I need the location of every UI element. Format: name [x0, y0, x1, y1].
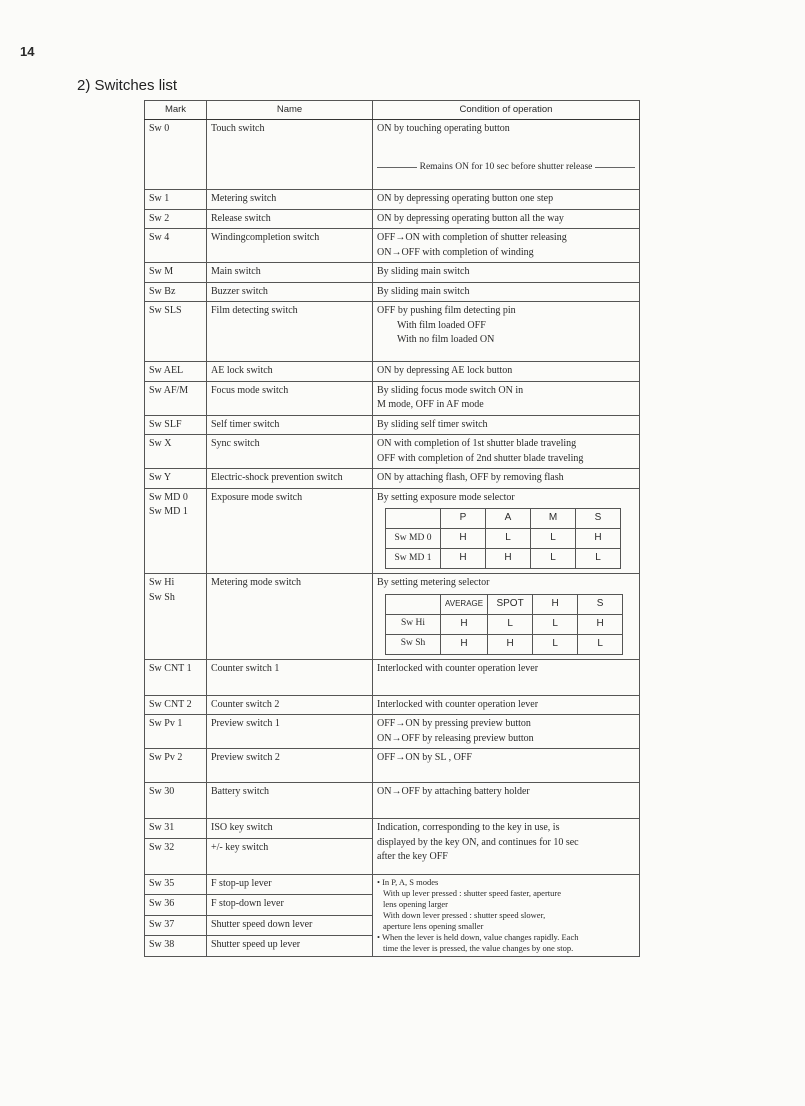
matrix-row-label: Sw Hi [386, 614, 441, 634]
row-condition: OFF→ON by SL , OFF [373, 749, 640, 783]
matrix-cell: L [531, 549, 576, 569]
row-mark: Sw 4 [145, 229, 207, 263]
table-row [145, 362, 640, 382]
row-condition [373, 574, 640, 660]
condition-line: M mode, OFF in AF mode [377, 399, 484, 410]
row-condition: By sliding main switch [373, 263, 640, 283]
row-condition: ON→OFF by attaching battery holder [373, 783, 640, 819]
row-mark: Sw AEL [145, 362, 207, 382]
condition-line: • When the lever is held down, value changes rapidly. Each [377, 931, 579, 942]
row-condition [373, 874, 640, 956]
row-name: Sync switch [207, 435, 373, 469]
section-title: 2) Switches list [77, 77, 178, 94]
row-condition: ON by depressing operating button all the way [373, 209, 640, 229]
row-name: Touch switch [207, 120, 373, 190]
matrix-cell: L [531, 529, 576, 549]
matrix-col-header: AVERAGE [441, 594, 488, 614]
matrix-row-label: Sw MD 0 [386, 529, 441, 549]
row-condition: Interlocked with counter operation lever [373, 659, 640, 695]
metering-mode-matrix [385, 594, 623, 655]
row-mark: Sw 1 [145, 190, 207, 210]
row-condition: ON by attaching flash, OFF by removing flash [373, 469, 640, 489]
table-row [145, 209, 640, 229]
condition-line: displayed by the key ON, and continues for 10 sec [377, 836, 579, 848]
row-name: +/- key switch [207, 838, 373, 874]
row-mark: Sw 2 [145, 209, 207, 229]
condition-line: By sliding focus mode switch ON in [377, 384, 524, 396]
condition-line: By setting metering selector [377, 577, 490, 588]
row-name: Metering switch [207, 190, 373, 210]
row-name: ISO key switch [207, 819, 373, 839]
table-row [145, 302, 640, 362]
matrix-cell: H [441, 634, 488, 654]
condition-line: With film loaded OFF [397, 319, 486, 331]
row-name: Metering mode switch [207, 574, 373, 660]
condition-line: after the key OFF [377, 851, 448, 862]
row-mark: Sw SLS [145, 302, 207, 362]
row-mark: Sw 0 [145, 120, 207, 190]
row-mark: Sw 38 [145, 936, 207, 957]
table-row [145, 435, 640, 469]
table-row [145, 715, 640, 749]
row-name: Buzzer switch [207, 282, 373, 302]
table-row [145, 574, 640, 660]
matrix-cell: L [486, 529, 531, 549]
table-row [145, 415, 640, 435]
matrix-cell: L [533, 634, 578, 654]
row-condition [373, 229, 640, 263]
condition-line: aperture lens opening smaller [383, 920, 484, 931]
remains-note-text: Remains ON for 10 sec before shutter release [419, 161, 593, 172]
row-name: Film detecting switch [207, 302, 373, 362]
row-mark-line: Sw Sh [149, 591, 175, 603]
matrix-col-header: SPOT [488, 594, 533, 614]
matrix-col-header: P [441, 509, 486, 529]
table-row [145, 282, 640, 302]
table-row [145, 190, 640, 210]
row-condition: ON by depressing operating button one step [373, 190, 640, 210]
matrix-col-header: M [531, 509, 576, 529]
remains-note [377, 161, 635, 175]
table-row [145, 229, 640, 263]
row-name: Exposure mode switch [207, 488, 373, 574]
row-name: Counter switch 2 [207, 695, 373, 715]
row-mark: Sw CNT 1 [145, 659, 207, 695]
row-mark: Sw Y [145, 469, 207, 489]
row-name: Shutter speed down lever [207, 915, 373, 936]
row-condition [373, 120, 640, 190]
header-condition: Condition of operation [373, 101, 640, 120]
row-condition: ON by depressing AE lock button [373, 362, 640, 382]
matrix-row-label: Sw MD 1 [386, 549, 441, 569]
row-name: Counter switch 1 [207, 659, 373, 695]
condition-line: lens opening larger [383, 898, 448, 909]
row-name: AE lock switch [207, 362, 373, 382]
row-mark: Sw Pv 2 [145, 749, 207, 783]
row-mark-line: Sw Hi [149, 577, 175, 588]
condition-line: ON→OFF by releasing preview button [377, 732, 534, 744]
row-condition: By sliding self timer switch [373, 415, 640, 435]
table-row [145, 488, 640, 574]
switches-table [144, 100, 640, 957]
row-condition: By sliding main switch [373, 282, 640, 302]
row-mark: Sw M [145, 263, 207, 283]
condition-line: ON by touching operating button [377, 123, 510, 134]
row-mark: Sw 30 [145, 783, 207, 819]
row-mark: Sw 35 [145, 874, 207, 895]
row-mark: Sw X [145, 435, 207, 469]
header-mark: Mark [145, 101, 207, 120]
row-name: Battery switch [207, 783, 373, 819]
matrix-cell: H [576, 529, 621, 549]
table-row [145, 819, 640, 839]
row-name: Preview switch 2 [207, 749, 373, 783]
row-condition [373, 435, 640, 469]
condition-line: With down lever pressed : shutter speed slower, [383, 909, 546, 920]
condition-line: Indication, corresponding to the key in use, is [377, 822, 560, 833]
row-condition [373, 715, 640, 749]
header-name: Name [207, 101, 373, 120]
table-row [145, 874, 640, 895]
condition-line: OFF→ON with completion of shutter releasing [377, 232, 567, 243]
condition-line: OFF→ON by pressing preview button [377, 718, 531, 729]
table-row [145, 695, 640, 715]
table-row [145, 749, 640, 783]
condition-line: OFF with completion of 2nd shutter blade traveling [377, 452, 584, 464]
row-mark: Sw 37 [145, 915, 207, 936]
row-mark: Sw Bz [145, 282, 207, 302]
matrix-cell: H [486, 549, 531, 569]
matrix-cell: L [533, 614, 578, 634]
table-row [145, 263, 640, 283]
matrix-cell: H [441, 549, 486, 569]
row-condition [373, 381, 640, 415]
condition-line: • In P, A, S modes [377, 876, 439, 887]
matrix-col-header: S [576, 509, 621, 529]
row-mark [145, 488, 207, 574]
condition-line: OFF by pushing film detecting pin [377, 305, 516, 316]
matrix-cell: L [576, 549, 621, 569]
condition-line: ON→OFF with completion of winding [377, 246, 534, 258]
row-name: Windingcompletion switch [207, 229, 373, 263]
row-condition [373, 302, 640, 362]
page-number: 14 [20, 44, 35, 59]
table-row [145, 659, 640, 695]
row-mark [145, 574, 207, 660]
row-name: Preview switch 1 [207, 715, 373, 749]
matrix-col-header: H [533, 594, 578, 614]
table-header-row [145, 101, 640, 120]
row-condition: Interlocked with counter operation lever [373, 695, 640, 715]
matrix-col-header: S [578, 594, 623, 614]
row-mark: Sw AF/M [145, 381, 207, 415]
table-row [145, 381, 640, 415]
row-mark: Sw 31 [145, 819, 207, 839]
row-name: Shutter speed up lever [207, 936, 373, 957]
condition-line: With no film loaded ON [397, 334, 495, 345]
row-name: Focus mode switch [207, 381, 373, 415]
matrix-cell: L [488, 614, 533, 634]
row-mark-line: Sw MD 1 [149, 506, 188, 517]
condition-line: ON with completion of 1st shutter blade traveling [377, 438, 577, 449]
row-name: Main switch [207, 263, 373, 283]
matrix-row-label: Sw Sh [386, 634, 441, 654]
condition-line: time the lever is pressed, the value changes by one stop. [383, 942, 574, 953]
condition-line: By setting exposure mode selector [377, 491, 515, 503]
condition-line: With up lever pressed : shutter speed faster, aperture [383, 887, 561, 898]
row-mark: Sw 32 [145, 838, 207, 874]
row-name: Self timer switch [207, 415, 373, 435]
exposure-mode-matrix [385, 508, 621, 569]
table-row [145, 469, 640, 489]
matrix-cell: H [441, 614, 488, 634]
matrix-cell: L [578, 634, 623, 654]
row-name: F stop-down lever [207, 895, 373, 916]
matrix-cell: H [578, 614, 623, 634]
row-mark: Sw Pv 1 [145, 715, 207, 749]
matrix-col-header: A [486, 509, 531, 529]
row-mark: Sw SLF [145, 415, 207, 435]
row-condition [373, 488, 640, 574]
row-mark-line: Sw MD 0 [149, 491, 188, 503]
table-row [145, 783, 640, 819]
row-name: F stop-up lever [207, 874, 373, 895]
matrix-cell: H [441, 529, 486, 549]
row-mark: Sw 36 [145, 895, 207, 916]
row-mark: Sw CNT 2 [145, 695, 207, 715]
row-condition [373, 819, 640, 875]
row-name: Release switch [207, 209, 373, 229]
table-row [145, 120, 640, 190]
row-name: Electric-shock prevention switch [207, 469, 373, 489]
matrix-cell: H [488, 634, 533, 654]
